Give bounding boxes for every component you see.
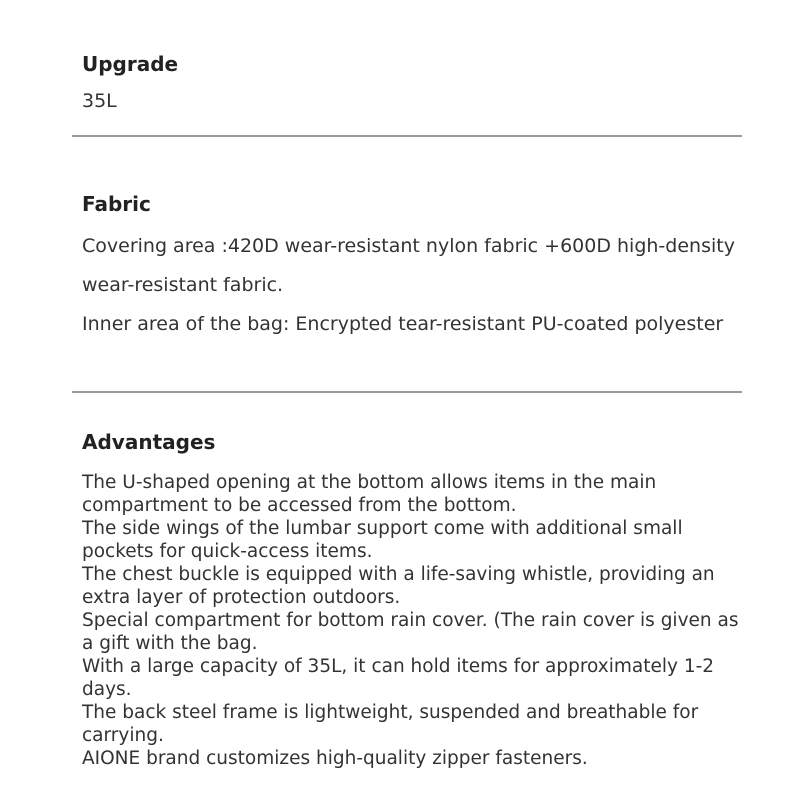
advantage-item: AIONE brand customizes high-quality zipper fasteners. bbox=[82, 748, 588, 769]
fabric-line: wear-resistant fabric. bbox=[82, 274, 284, 296]
advantage-item: The U-shaped opening at the bottom allows items in the main compartment to be accessed from the bottom. bbox=[82, 472, 657, 516]
advantage-item: The back steel frame is lightweight, suspended and breathable for carrying. bbox=[82, 702, 699, 746]
section-divider bbox=[72, 391, 742, 393]
advantage-item: The chest buckle is equipped with a life-saving whistle, providing an extra layer of protection outdoors. bbox=[82, 564, 715, 608]
advantages-list bbox=[82, 471, 752, 770]
advantage-item: Special compartment for bottom rain cover. (The rain cover is given as a gift with the bag. bbox=[82, 610, 739, 654]
section-divider bbox=[72, 135, 742, 137]
advantage-item: With a large capacity of 35L, it can hold items for approximately 1-2 days. bbox=[82, 656, 715, 700]
fabric-section bbox=[82, 192, 752, 344]
upgrade-value: 35L bbox=[82, 90, 117, 112]
upgrade-heading: Upgrade bbox=[82, 52, 179, 76]
fabric-heading: Fabric bbox=[82, 192, 151, 216]
advantage-item: The side wings of the lumbar support come with additional small pockets for quick-access items. bbox=[82, 518, 683, 562]
fabric-line: Covering area :420D wear-resistant nylon fabric +600D high-density bbox=[82, 235, 735, 257]
fabric-description bbox=[82, 227, 752, 344]
upgrade-section bbox=[82, 52, 752, 113]
fabric-line: Inner area of the bag: Encrypted tear-resistant PU-coated polyester bbox=[82, 313, 724, 335]
advantages-heading: Advantages bbox=[82, 430, 216, 454]
advantages-section bbox=[82, 430, 752, 770]
